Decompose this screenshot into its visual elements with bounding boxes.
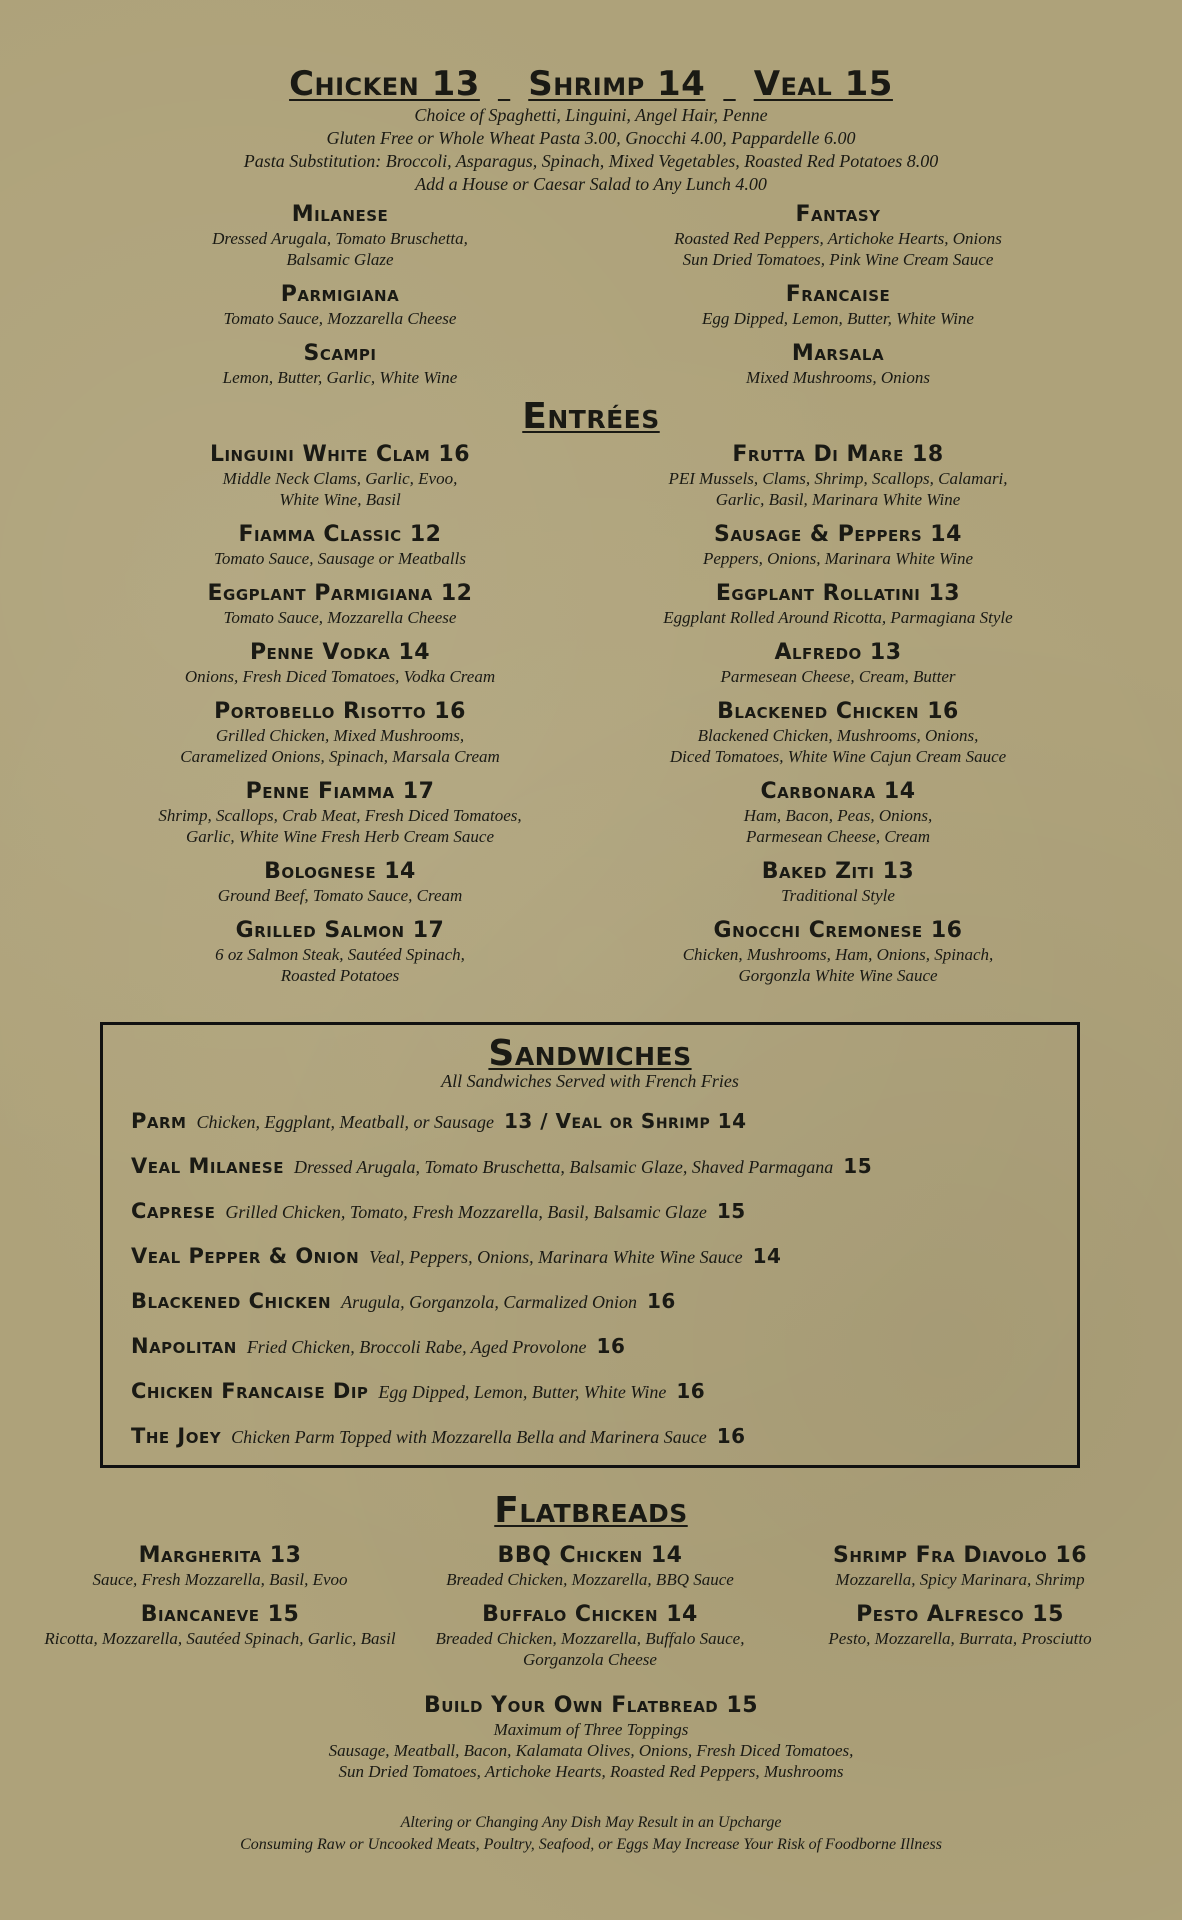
style-scampi	[120, 341, 560, 388]
item-desc: Ricotta, Mozzarella, Sautéed Spinach, Garlic, Basil	[44, 1629, 396, 1648]
sandwich-name: Veal Milanese	[131, 1154, 284, 1178]
sandwich-desc: Arugula, Gorganzola, Carmalized Onion	[341, 1292, 637, 1312]
item-name: Carbonara 14	[760, 779, 916, 804]
item-name: Pesto Alfresco 15	[856, 1602, 1064, 1627]
sandwich-name: Parm	[131, 1109, 187, 1133]
entree-item	[618, 779, 1058, 847]
item-desc: Breaded Chicken, Mozzarella, Buffalo Sauce,	[435, 1629, 745, 1648]
sandwich-desc: Veal, Peppers, Onions, Marinara White Wine Sauce	[369, 1247, 743, 1267]
item-name: Eggplant Rollatini 13	[715, 581, 961, 606]
sandwich-name: Caprese	[131, 1199, 216, 1223]
item-name: Parmigiana	[280, 282, 400, 307]
item-name: Baked Ziti 13	[761, 859, 915, 884]
styles-right-column	[618, 202, 1058, 400]
item-desc: Sausage, Meatball, Bacon, Kalamata Olives, Onions, Fresh Diced Tomatoes,	[328, 1741, 854, 1760]
sandwich-price: 16	[676, 1379, 706, 1403]
entrees-heading: Entrées	[522, 396, 660, 437]
item-desc: Tomato Sauce, Sausage or Meatballs	[213, 549, 466, 568]
protein-prices	[0, 64, 1182, 104]
sandwiches-heading: Sandwiches	[488, 1033, 692, 1074]
sandwich-name: Chicken Francaise Dip	[131, 1379, 369, 1403]
item-name: Penne Vodka 14	[249, 640, 431, 665]
item-desc: 6 oz Salmon Steak, Sautéed Spinach,	[215, 945, 465, 964]
item-desc: Gorganzola Cheese	[523, 1650, 657, 1669]
item-subtitle: Maximum of Three Toppings	[493, 1720, 689, 1739]
item-desc: Dressed Arugala, Tomato Bruschetta,	[212, 229, 468, 248]
item-name: BBQ Chicken 14	[497, 1543, 683, 1568]
item-name: Eggplant Parmigiana 12	[207, 581, 473, 606]
item-desc: Parmesean Cheese, Cream	[746, 827, 930, 846]
sandwich-desc: Grilled Chicken, Tomato, Fresh Mozzarella, Basil, Balsamic Glaze	[225, 1202, 707, 1222]
entree-item	[120, 581, 560, 628]
item-desc: Breaded Chicken, Mozzarella, BBQ Sauce	[446, 1570, 734, 1589]
style-francaise	[618, 282, 1058, 329]
item-name: Linguini White Clam 16	[209, 442, 471, 467]
sandwich-price: 15	[716, 1199, 746, 1223]
item-desc: Pesto, Mozzarella, Burrata, Prosciutto	[828, 1629, 1092, 1648]
item-desc: PEI Mussels, Clams, Shrimp, Scallops, Calamari,	[668, 469, 1008, 488]
sandwich-desc: Fried Chicken, Broccoli Rabe, Aged Provolone	[246, 1337, 587, 1357]
item-desc: Roasted Red Peppers, Artichoke Hearts, Onions	[674, 229, 1002, 248]
item-desc: Sun Dried Tomatoes, Pink Wine Cream Sauce	[682, 250, 994, 269]
sandwich-row	[131, 1424, 746, 1448]
item-desc: Tomato Sauce, Mozzarella Cheese	[223, 309, 457, 328]
entree-item	[618, 442, 1058, 510]
sandwich-price: 13 / Veal or Shrimp 14	[503, 1109, 747, 1133]
item-desc: Diced Tomatoes, White Wine Cajun Cream Sauce	[669, 747, 1007, 766]
item-desc: Tomato Sauce, Mozzarella Cheese	[223, 608, 457, 627]
item-name: Sausage & Peppers 14	[714, 522, 962, 547]
sandwich-name: Blackened Chicken	[131, 1289, 332, 1313]
sandwich-row	[131, 1379, 705, 1403]
item-desc: Traditional Style	[781, 886, 895, 905]
entree-item	[618, 640, 1058, 687]
entree-item	[618, 581, 1058, 628]
item-desc: Sauce, Fresh Mozzarella, Basil, Evoo	[92, 1570, 348, 1589]
pasta-note: Pasta Substitution: Broccoli, Asparagus, Spinach, Mixed Vegetables, Roasted Red Potatoes 8.00	[243, 151, 939, 171]
item-desc: Garlic, Basil, Marinara White Wine	[715, 490, 961, 509]
item-desc: Gorgonzla White Wine Sauce	[738, 966, 938, 985]
protein-veal: Veal 15	[753, 64, 893, 104]
item-name: Blackened Chicken 16	[717, 699, 959, 724]
entrees-left-column	[120, 442, 560, 998]
sandwich-desc: Chicken Parm Topped with Mozzarella Bella and Marinera Sauce	[231, 1427, 707, 1447]
sandwich-row	[131, 1334, 625, 1358]
item-desc: Ground Beef, Tomato Sauce, Cream	[217, 886, 463, 905]
flatbread-item	[780, 1602, 1140, 1649]
pasta-note: Gluten Free or Whole Wheat Pasta 3.00, Gnocchi 4.00, Pappardelle 6.00	[326, 128, 856, 148]
item-name: Buffalo Chicken 14	[482, 1602, 698, 1627]
flatbread-item	[410, 1543, 770, 1590]
item-desc: Caramelized Onions, Spinach, Marsala Cream	[180, 747, 500, 766]
item-name: Shrimp Fra Diavolo 16	[832, 1543, 1088, 1568]
item-name: Marsala	[791, 341, 885, 366]
item-desc: Eggplant Rolled Around Ricotta, Parmagiana Style	[663, 608, 1013, 627]
sandwich-name: Veal Pepper & Onion	[131, 1244, 360, 1268]
style-parmigiana	[120, 282, 560, 329]
item-desc: Mozzarella, Spicy Marinara, Shrimp	[835, 1570, 1085, 1589]
footer-line: Altering or Changing Any Dish May Result in an Upcharge	[400, 1814, 782, 1831]
item-name: Build Your Own Flatbread 15	[423, 1693, 759, 1718]
item-desc: Peppers, Onions, Marinara White Wine	[702, 549, 974, 568]
entree-item	[120, 859, 560, 906]
flatbreads-column-3	[780, 1543, 1140, 1661]
sandwiches-subtitle: All Sandwiches Served with French Fries	[441, 1071, 739, 1091]
item-name: Francaise	[785, 282, 891, 307]
entree-item	[120, 640, 560, 687]
item-desc: Mixed Mushrooms, Onions	[746, 368, 930, 387]
item-name: Milanese	[291, 202, 389, 227]
styles-left-column	[120, 202, 560, 400]
item-desc: Roasted Potatoes	[280, 966, 400, 985]
sandwich-name: Napolitan	[131, 1334, 237, 1358]
item-desc: Middle Neck Clams, Garlic, Evoo,	[222, 469, 458, 488]
item-desc: Balsamic Glaze	[286, 250, 394, 269]
sandwich-price: 14	[752, 1244, 782, 1268]
item-name: Frutta Di Mare 18	[732, 442, 944, 467]
pasta-note: Add a House or Caesar Salad to Any Lunch 4.00	[415, 174, 767, 194]
item-name: Biancaneve 15	[140, 1602, 300, 1627]
entree-item	[120, 442, 560, 510]
sandwich-row	[131, 1109, 747, 1133]
sandwich-price: 16	[646, 1289, 676, 1313]
item-desc: Shrimp, Scallops, Crab Meat, Fresh Diced Tomatoes,	[158, 806, 522, 825]
item-name: Alfredo 13	[774, 640, 902, 665]
entree-item	[120, 699, 560, 767]
item-name: Fantasy	[795, 202, 881, 227]
sandwich-price: 16	[596, 1334, 626, 1358]
sandwich-row	[131, 1154, 872, 1178]
sandwich-desc: Egg Dipped, Lemon, Butter, White Wine	[378, 1382, 667, 1402]
sandwiches-box	[100, 1022, 1080, 1468]
entree-item	[618, 699, 1058, 767]
sandwich-row	[131, 1289, 676, 1313]
style-milanese	[120, 202, 560, 270]
item-desc: Blackened Chicken, Mushrooms, Onions,	[697, 726, 979, 745]
item-desc: Parmesean Cheese, Cream, Butter	[720, 667, 956, 686]
item-desc: Sun Dried Tomatoes, Artichoke Hearts, Roasted Red Peppers, Mushrooms	[338, 1762, 844, 1781]
protein-chicken: Chicken 13	[289, 64, 480, 104]
flatbread-item	[40, 1602, 400, 1649]
item-name: Bolognese 14	[264, 859, 416, 884]
build-your-own-flatbread	[241, 1693, 941, 1782]
sandwich-desc: Dressed Arugala, Tomato Bruschetta, Balsamic Glaze, Shaved Parmagana	[293, 1157, 834, 1177]
entree-item	[120, 779, 560, 847]
sandwich-row	[131, 1244, 781, 1268]
flatbread-item	[410, 1602, 770, 1670]
footer-disclaimer	[0, 1812, 1182, 1856]
entrees-right-column	[618, 442, 1058, 998]
sandwich-row	[131, 1199, 746, 1223]
footer-line: Consuming Raw or Uncooked Meats, Poultry, Seafood, or Eggs May Increase Your Risk of Foodborne Illness	[240, 1836, 942, 1853]
item-name: Scampi	[303, 341, 377, 366]
entree-item	[618, 918, 1058, 986]
item-desc: White Wine, Basil	[279, 490, 401, 509]
pasta-notes	[0, 104, 1182, 196]
item-desc: Onions, Fresh Diced Tomatoes, Vodka Cream	[184, 667, 496, 686]
style-marsala	[618, 341, 1058, 388]
sandwich-desc: Chicken, Eggplant, Meatball, or Sausage	[196, 1112, 494, 1132]
item-desc: Ham, Bacon, Peas, Onions,	[743, 806, 933, 825]
item-name: Penne Fiamma 17	[245, 779, 435, 804]
sandwich-name: The Joey	[131, 1424, 222, 1448]
protein-shrimp: Shrimp 14	[528, 64, 706, 104]
item-desc: Egg Dipped, Lemon, Butter, White Wine	[702, 309, 974, 328]
item-desc: Grilled Chicken, Mixed Mushrooms,	[215, 726, 465, 745]
item-desc: Garlic, White Wine Fresh Herb Cream Sauce	[186, 827, 494, 846]
flatbreads-column-1	[40, 1543, 400, 1661]
item-name: Fiamma Classic 12	[238, 522, 442, 547]
sandwich-price: 15	[843, 1154, 873, 1178]
flatbreads-column-2	[410, 1543, 770, 1682]
protein-price-line	[271, 64, 911, 104]
sandwich-price: 16	[716, 1424, 746, 1448]
item-name: Grilled Salmon 17	[235, 918, 445, 943]
item-name: Margherita 13	[138, 1543, 302, 1568]
entree-item	[618, 522, 1058, 569]
pasta-note: Choice of Spaghetti, Linguini, Angel Hair, Penne	[414, 105, 768, 125]
flatbreads-heading: Flatbreads	[494, 1490, 688, 1531]
entree-item	[618, 859, 1058, 906]
flatbread-item	[40, 1543, 400, 1590]
item-desc: Chicken, Mushrooms, Ham, Onions, Spinach,	[682, 945, 994, 964]
style-fantasy	[618, 202, 1058, 270]
item-name: Gnocchi Cremonese 16	[713, 918, 963, 943]
entree-item	[120, 522, 560, 569]
item-name: Portobello Risotto 16	[214, 699, 466, 724]
flatbread-item	[780, 1543, 1140, 1590]
item-desc: Lemon, Butter, Garlic, White Wine	[222, 368, 458, 387]
entree-item	[120, 918, 560, 986]
